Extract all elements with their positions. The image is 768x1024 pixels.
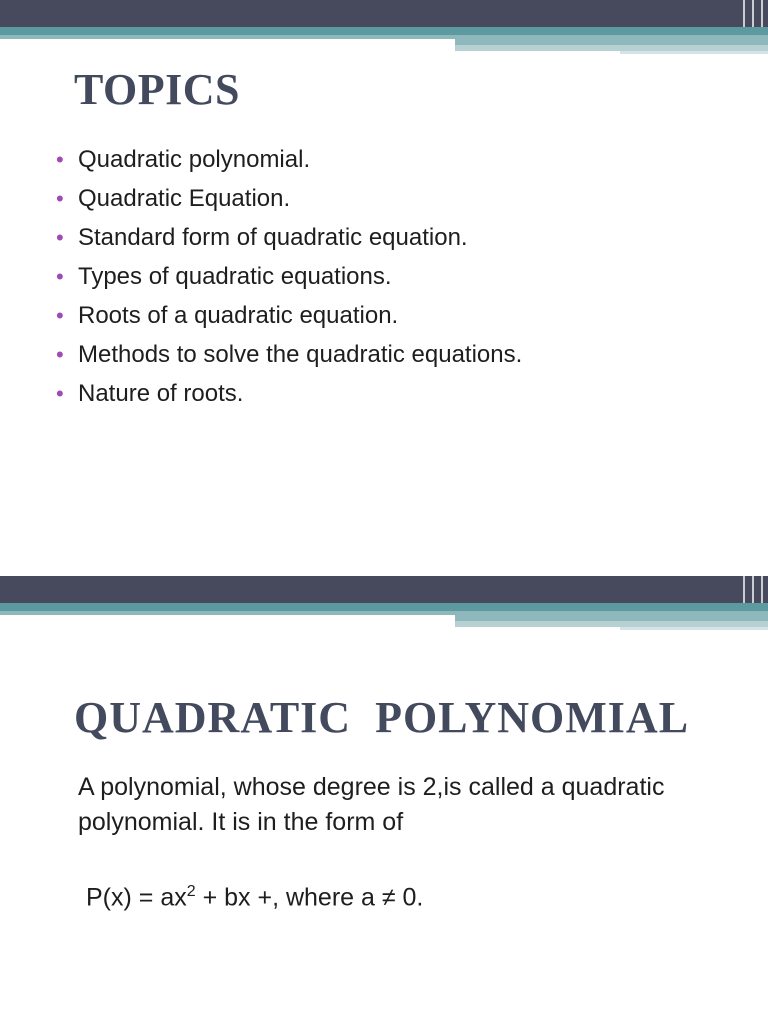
header-band-step (620, 627, 768, 630)
header-band (0, 0, 768, 70)
list-item (56, 296, 522, 335)
bullet-icon: • (56, 381, 64, 406)
header-band-tick (761, 0, 763, 27)
bullet-icon: • (56, 264, 64, 289)
list-item (56, 218, 522, 257)
header-band-dark (0, 0, 768, 27)
formula-exponent: 2 (186, 883, 196, 900)
list-item-text: Standard form of quadratic equation. (78, 224, 468, 251)
header-band (0, 576, 768, 646)
list-item-text: Types of quadratic equations. (78, 263, 392, 290)
bullet-icon: • (56, 147, 64, 172)
header-band-tick (752, 0, 754, 27)
formula (86, 883, 423, 912)
header-band-tick (761, 576, 763, 603)
bullet-icon: • (56, 225, 64, 250)
header-band-teal (0, 27, 768, 35)
list-item-text: Methods to solve the quadratic equations. (78, 341, 523, 368)
header-band-step (620, 51, 768, 54)
formula-suffix: + bx +, where a ≠ 0. (195, 883, 424, 912)
bullet-icon: • (56, 186, 64, 211)
list-item (56, 257, 522, 296)
list-item (56, 335, 522, 374)
header-band-dark (0, 576, 768, 603)
slide-title: QUADRATIC POLYNOMIAL (74, 693, 690, 742)
list-item (56, 374, 522, 413)
slide-quadratic-polynomial (0, 576, 768, 1024)
list-item-text: Roots of a quadratic equation. (78, 302, 399, 329)
slide-title: TOPICS (74, 65, 241, 114)
formula-prefix: P(x) = ax (86, 883, 187, 912)
list-item-text: Quadratic polynomial. (78, 146, 311, 173)
list-item-text: Nature of roots. (78, 380, 244, 407)
header-band-tick (743, 0, 745, 27)
definition-paragraph: A polynomial, whose degree is 2,is called a quadratic polynomial. It is in the form of (78, 773, 665, 836)
list-item-text: Quadratic Equation. (78, 185, 291, 212)
list-item (56, 179, 522, 218)
topics-list (56, 140, 522, 413)
header-band-tick (752, 576, 754, 603)
header-band-teal (0, 603, 768, 611)
slide-separator (0, 512, 768, 576)
list-item (56, 140, 522, 179)
header-band-tick (743, 576, 745, 603)
bullet-icon: • (56, 303, 64, 328)
bullet-icon: • (56, 342, 64, 367)
